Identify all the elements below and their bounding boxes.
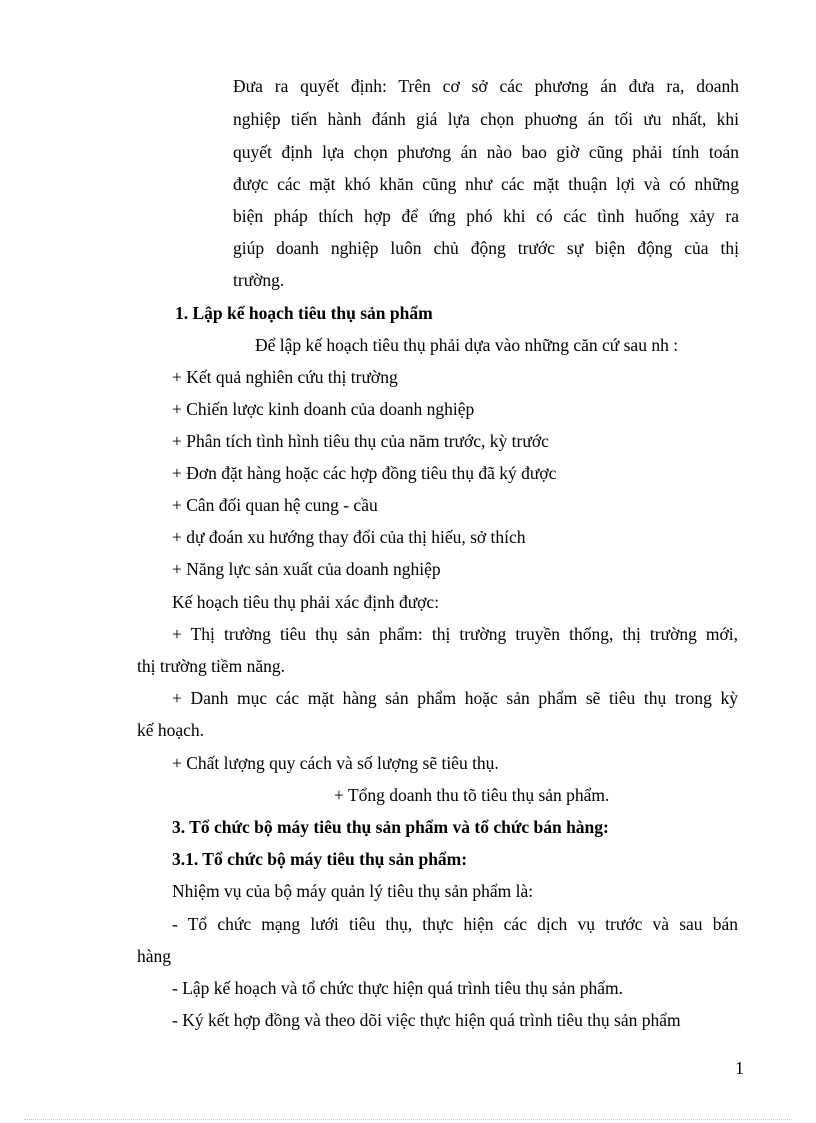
list-item: + dự đoán xu hướng thay đổi của thị hiếu, sở thích (172, 527, 526, 547)
list-item: + Phân tích tình hình tiêu thụ của năm trước, kỳ trước (172, 431, 549, 451)
list-item-continuation: thị trường tiềm năng. (137, 656, 286, 676)
page-number: 1 (735, 1058, 744, 1078)
list-item: + Chất lượng quy cách và số lượng sẽ tiêu thụ. (172, 753, 499, 773)
page-bottom-border (24, 1119, 792, 1120)
list-item: + Chiến lược kinh doanh của doanh nghiệp (172, 399, 475, 419)
plan-intro: Kế hoạch tiêu thụ phải xác định được: (172, 592, 440, 612)
intro-line: Để lập kế hoạch tiêu thụ phải dựa vào những căn cứ sau nh : (255, 335, 679, 355)
list-item: + Năng lực sản xuất của doanh nghiệp (172, 559, 441, 579)
list-item: + Cân đối quan hệ cung - cầu (172, 495, 378, 515)
paragraph-line: nghiệp tiến hành đánh giá lựa chọn phuơng án tối ưu nhất, khi (233, 109, 739, 129)
paragraph-line: Đưa ra quyết định: Trên cơ sở các phương án đưa ra, doanh (233, 76, 739, 96)
paragraph-line: biện pháp thích hợp để ứng phó khi có các tình huống xảy ra (233, 206, 739, 226)
list-item: + Kết quả nghiên cứu thị trường (172, 367, 398, 387)
section-heading: 3. Tổ chức bộ máy tiêu thụ sản phẩm và tổ chức bán hàng: (172, 817, 609, 837)
list-item: + Đơn đặt hàng hoặc các hợp đồng tiêu thụ đã ký được (172, 463, 557, 483)
paragraph-line: giúp doanh nghiệp luôn chủ động trước sự biện động của thị (233, 238, 739, 258)
list-item: - Ký kết hợp đồng và theo dõi việc thực hiện quá trình tiêu thụ sản phẩm (172, 1010, 681, 1030)
list-item: + Danh mục các mặt hàng sản phẩm hoặc sản phẩm sẽ tiêu thụ trong kỳ (172, 688, 738, 708)
list-item-continuation: kế hoạch. (137, 720, 205, 740)
paragraph-line: trường. (233, 270, 285, 290)
tasks-intro: Nhiệm vụ của bộ máy quản lý tiêu thụ sản phẩm là: (172, 881, 534, 901)
subsection-heading: 3.1. Tổ chức bộ máy tiêu thụ sản phẩm: (172, 849, 468, 869)
paragraph-line: được các mặt khó khăn cũng như các mặt thuận lợi và có những (233, 174, 739, 194)
list-item: - Lập kế hoạch và tổ chức thực hiện quá trình tiêu thụ sản phẩm. (172, 978, 623, 998)
list-item: - Tổ chức mạng lưới tiêu thụ, thực hiện các dịch vụ trước và sau bán (172, 914, 738, 934)
paragraph-line: quyết định lựa chọn phương án nào bao giờ cũng phải tính toán (233, 142, 739, 162)
list-item: + Thị trường tiêu thụ sản phẩm: thị trường truyền thống, thị trường mới, (172, 624, 738, 644)
list-item: + Tổng doanh thu tõ tiêu thụ sản phẩm. (334, 785, 610, 805)
section-heading: 1. Lập kế hoạch tiêu thụ sản phẩm (175, 303, 433, 323)
list-item-continuation: hàng (137, 946, 172, 966)
